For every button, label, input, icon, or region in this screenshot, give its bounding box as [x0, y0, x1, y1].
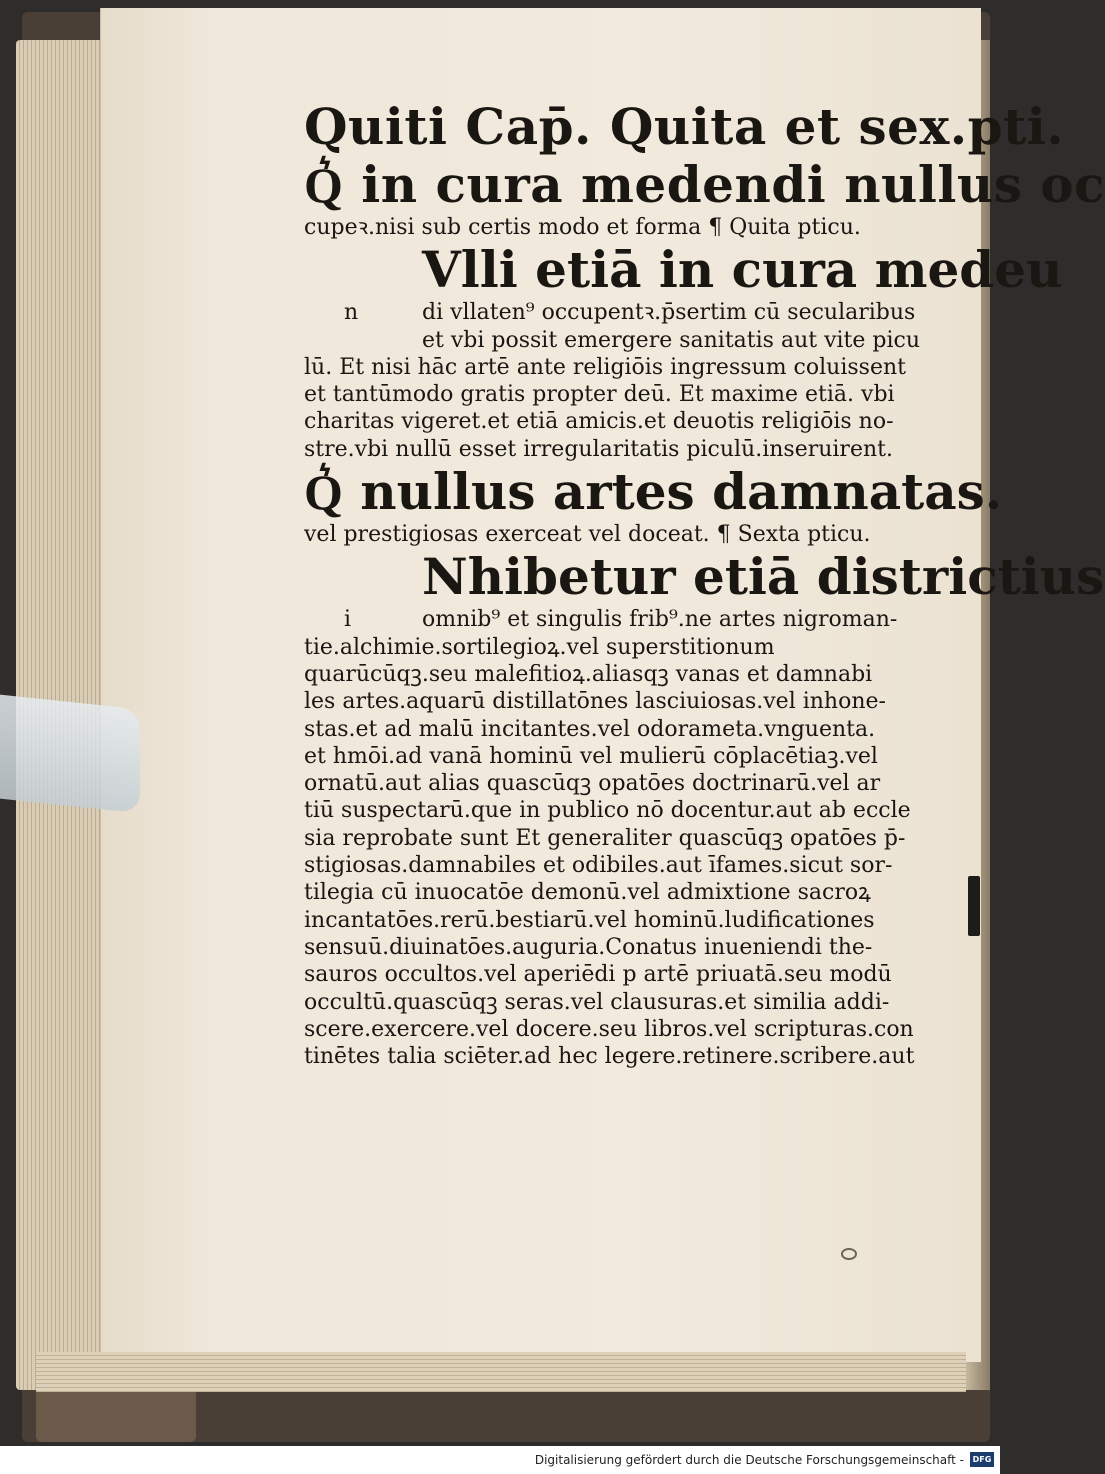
line-text: sia reprobate sunt Et generaliter quascūqꝫ opatōes p̄- [304, 825, 906, 851]
text-line [304, 661, 922, 688]
line-text: tinētes talia sciēter.ad hec legere.retinere.scribere.aut [304, 1044, 915, 1070]
line-text: sauros occultos.vel aperiēdi p artē priuatā.seu modū [304, 962, 892, 988]
text-line [304, 797, 922, 824]
cover-corner [36, 1392, 196, 1442]
line-text: et tantūmodo gratis propter deū. Et maxime etiā. vbi [304, 382, 895, 408]
text-line [304, 852, 922, 879]
text-line [304, 961, 922, 988]
line-text: ornatū.aut alias quascūqꝫ opatōes doctrinarū.vel ar [304, 771, 881, 797]
text-line [304, 688, 922, 715]
text-line [304, 408, 922, 435]
text-line [304, 462, 1003, 522]
line-text: lū. Et nisi hāc artē ante religiōis ingressum coluissent [304, 354, 906, 380]
line-text: stigiosas.damnabiles et odibiles.aut īfames.sicut sor- [304, 853, 893, 879]
line-text: Vlli etiā in cura medeu [422, 240, 1063, 300]
line-text: tilegia cū inuocatōe demonū.vel admixtione sacroꝝ [304, 880, 871, 906]
text-line [304, 354, 922, 381]
line-text: stre.vbi nullū esset irregularitatis piculū.inseruirent. [304, 436, 893, 462]
text-line [304, 989, 922, 1016]
text-line [304, 547, 1105, 607]
line-text: tiū suspectarū.que in publico nō docentur.aut ab eccle [304, 798, 911, 824]
line-text: quarūcūqꝫ.seu malefitioꝝ.aliasqꝫ vanas et damnabi [304, 661, 873, 687]
text-line [304, 634, 922, 661]
line-text: et vbi possit emergere sanitatis aut vite picu [422, 327, 920, 353]
line-text: charitas vigeret.et etiā amicis.et deuotis religiōis no- [304, 409, 894, 435]
line-text: omnib⁹ et singulis frib⁹.ne artes nigroman- [422, 607, 898, 633]
text-line [304, 770, 922, 797]
text-line [304, 521, 922, 548]
line-text: Q͛ nullus artes damnatas. [304, 462, 1003, 522]
line-text: incantatōes.rerū.bestiarū.vel hominū.ludificationes [304, 907, 875, 933]
line-text: et hmōi.ad vanā hominū vel mulierū cōplacētiaꝫ.vel [304, 743, 878, 769]
text-line [304, 214, 922, 241]
line-text: scere.exercere.vel docere.seu libros.vel scripturas.con [304, 1016, 914, 1042]
page-tab-marker [968, 876, 980, 936]
initial-guide-letter: i [344, 607, 352, 633]
dfg-logo[interactable]: DFG [970, 1452, 994, 1467]
initial-guide-letter: n [344, 300, 359, 326]
line-text: di vllaten⁹ occupentꝛ.p̄sertim cū secularibus [422, 300, 916, 326]
text-line [304, 907, 922, 934]
line-text: les artes.aquarū distillatōnes lasciuiosas.vel inhone- [304, 689, 886, 715]
digitization-footer [0, 1446, 1000, 1474]
text-line [304, 879, 922, 906]
printed-text-block [304, 97, 1105, 1070]
text-line [304, 436, 922, 463]
text-line [304, 716, 922, 743]
line-text: vel prestigiosas exerceat vel doceat. ¶ Sexta pticu. [304, 522, 871, 548]
text-line [304, 381, 922, 408]
line-text: Nhibetur etiā districtius [422, 547, 1105, 607]
line-text: cupeꝛ.nisi sub certis modo et forma ¶ Quita pticu. [304, 215, 861, 240]
text-line [304, 240, 1063, 300]
line-text: stas.et ad malū incitantes.vel odorameta.vnguenta. [304, 716, 876, 742]
text-line [304, 825, 922, 852]
text-line [304, 606, 922, 633]
text-line [304, 743, 922, 770]
page-stack-bottom-edge [36, 1352, 966, 1392]
text-line [304, 299, 922, 326]
line-text: Quiti Cap̄. Quita et sex.pti. [304, 97, 1065, 156]
page-holder-clip [0, 695, 140, 814]
text-line [304, 1016, 922, 1043]
footer-credit: Digitalisierung gefördert durch die Deutsche Forschungsgemeinschaft - [534, 1453, 964, 1467]
text-line [304, 1043, 922, 1070]
text-line [304, 155, 1105, 214]
line-text: Q͛ in cura medendi nullus oc [304, 155, 1105, 214]
line-text: tie.alchimie.sortilegioꝝ.vel superstitionum [304, 634, 775, 660]
text-line [304, 934, 922, 961]
line-text: sensuū.diuinatōes.auguria.Conatus inueniendi the- [304, 934, 873, 960]
line-text: occultū.quascūqꝫ seras.vel clausuras.et similia addi- [304, 989, 890, 1015]
ink-smudge [841, 1248, 857, 1260]
text-line [304, 327, 922, 354]
text-line [304, 97, 1065, 156]
